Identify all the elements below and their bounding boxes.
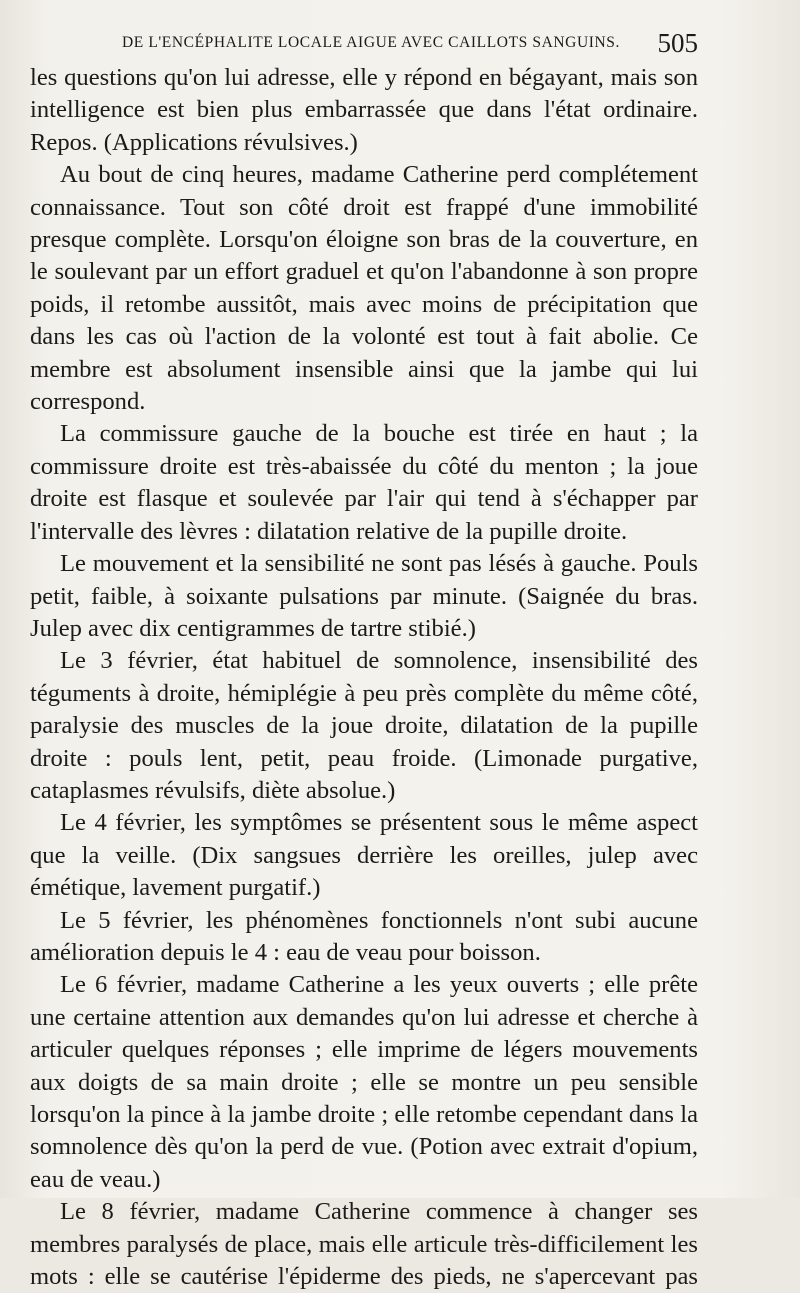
paragraph-continuation: les questions qu'on lui adresse, elle y répond en bégayant, mais son intelligence est bien plus embarrassée que dans l'état ordinaire. Repos. (Applications révulsives.)	[30, 64, 698, 156]
paragraph-february-5: Le 5 février, les phénomènes fonctionnels n'ont subi aucune amélioration depuis le 4 : eau de veau pour boisson.	[30, 906, 698, 966]
paragraph-february-8: Le 8 février, madame Catherine commence à changer ses membres paralysés de place, mais elle articule très-difficilement les mots : elle se cautérise l'épiderme des pieds, ne s'apercevant pas	[30, 1198, 698, 1291]
paragraph-february-4: Le 4 février, les symptômes se présentent sous le même aspect que la veille. (Dix sangsues derrière les oreilles, julep avec émétique, lavement purgatif.)	[30, 809, 698, 902]
body-text	[30, 62, 698, 1293]
paragraph-february-3: Le 3 février, état habituel de somnolence, insensibilité des téguments à droite, hémiplégie à peu près complète du même côté, paralysie des muscles de la joue droite, dilatation de la pupille droite : pouls lent, petit, peau froide. (Limonade purgative, cataplasmes révulsifs, diète absolue.)	[30, 647, 698, 804]
paragraph-loss-of-consciousness: Au bout de cinq heures, madame Catherine perd complétement connaissance. Tout son côté droit est frappé d'une immobilité presque complète. Lorsqu'on éloigne son bras de la couverture, en le soulevant par un effort graduel et qu'on l'abandonne à son propre poids, il retombe aussitôt, mais avec moins de précipitation que dans les cas où l'action de la volonté est tout à fait abolie. Ce membre est absolument insensible ainsi que la jambe qui lui correspond.	[30, 161, 698, 416]
running-head	[30, 28, 698, 62]
page-number: 505	[657, 28, 698, 58]
running-head-title: DE L'ENCÉPHALITE LOCALE AIGUE AVEC CAILLOTS SANGUINS.	[122, 34, 620, 51]
paragraph-left-side-pulse: Le mouvement et la sensibilité ne sont pas lésés à gauche. Pouls petit, faible, à soixante pulsations par minute. (Saignée du bras. Julep avec dix centigrammes de tartre stibié.)	[30, 550, 698, 642]
paragraph-february-6: Le 6 février, madame Catherine a les yeux ouverts ; elle prête une certaine attention aux demandes qu'on lui adresse et cherche à articuler quelques réponses ; elle imprime de légers mouvements aux doigts de sa main droite ; elle se montre un peu sensible lorsqu'on la pince à la jambe droite ; elle retombe cependant dans la somnolence dès qu'on la perd de vue. (Potion avec extrait d'opium, eau de veau.)	[30, 971, 698, 1193]
paragraph-facial-signs: La commissure gauche de la bouche est tirée en haut ; la commissure droite est très-abaissée du côté du menton ; la joue droite est flasque et soulevée par l'air qui tend à s'échapper par l'intervalle des lèvres : dilatation relative de la pupille droite.	[30, 420, 698, 545]
